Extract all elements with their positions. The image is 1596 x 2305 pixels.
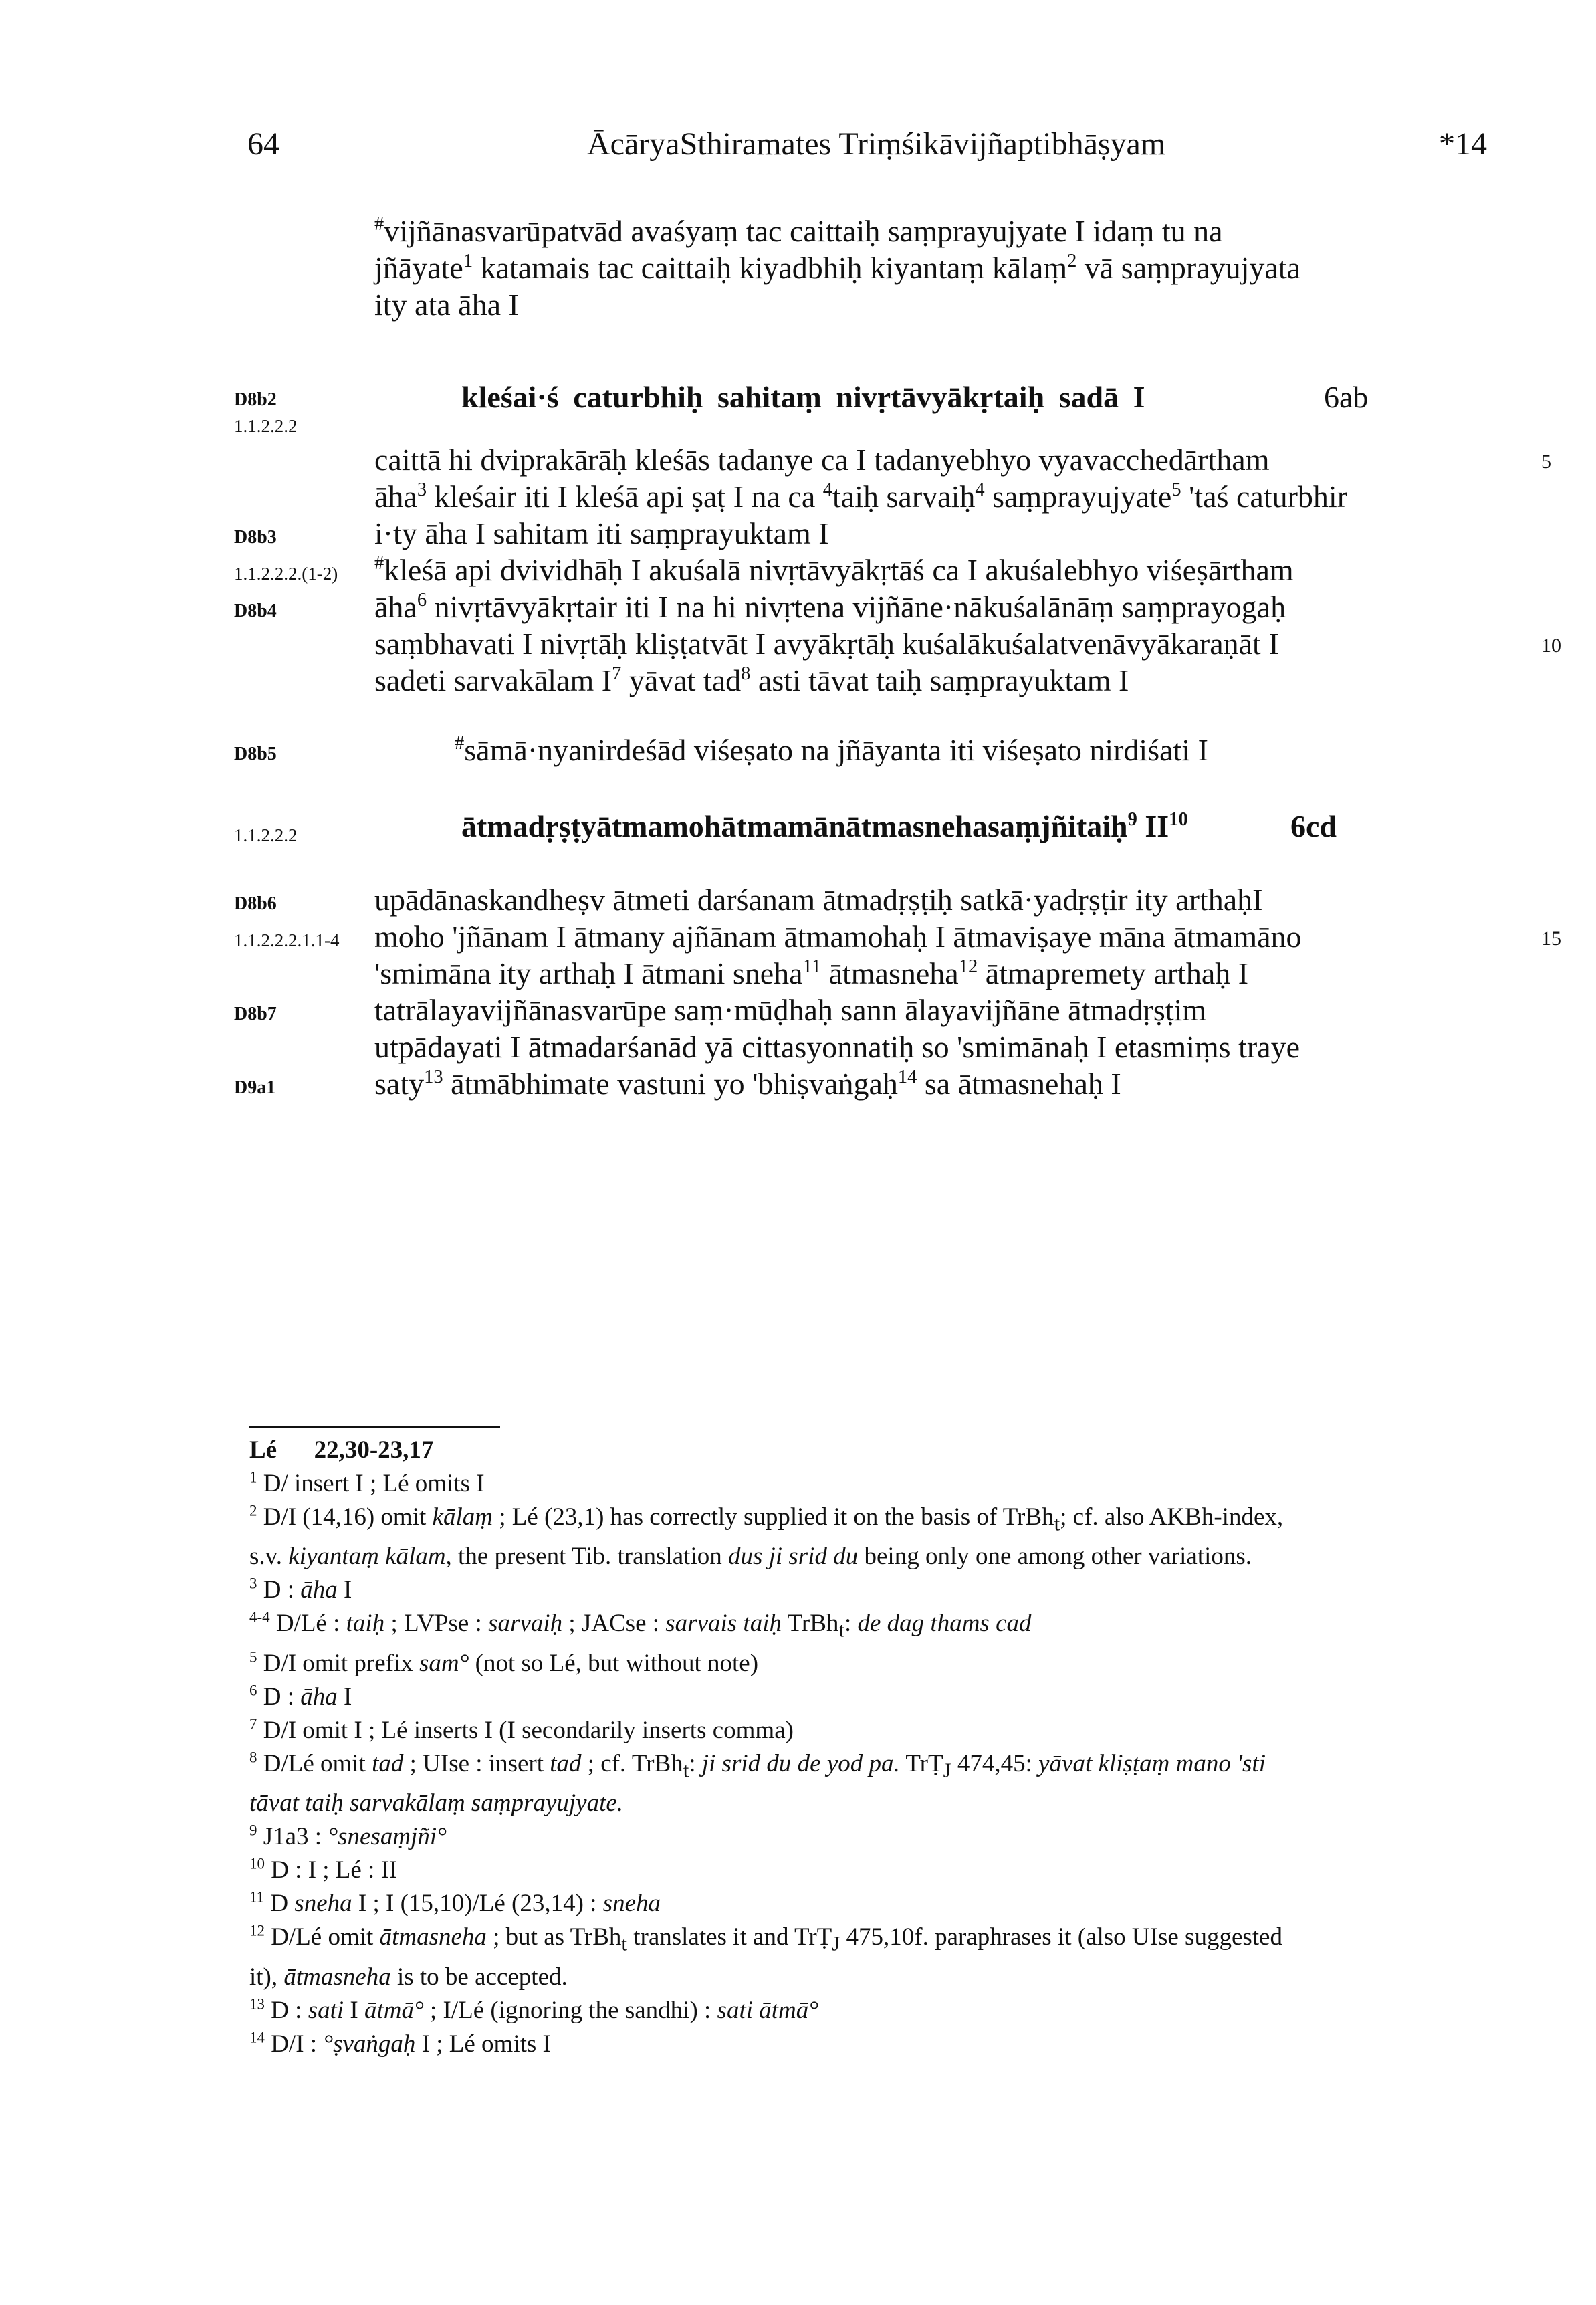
footnote-line: $^{4-4}$ D/Lé : taiḥ ; LVPse : sarvaiḥ ; JACse : sarvais taiḥ TrBh$_t$: de dag thams cad — [249, 1608, 1032, 1642]
margin-ref: D8b3 — [234, 527, 277, 548]
commentary-line: utpādayati I ātmadarśanād yā cittasyonnatiḥ so 'smimānaḥ I etasmiṃs traye — [374, 1030, 1300, 1064]
margin-ref-verse-6ab: D8b2 — [234, 389, 277, 410]
verse-6cd-number: 6cd — [1290, 809, 1337, 843]
footnote-line: $^8$ D/Lé omit tad ; UIse : insert tad ; cf. TrBh$_t$: ji srid du de yod pa. TrṬ$_J$ 474,45: yāvat kliṣṭaṃ mano 'sti — [249, 1749, 1266, 1782]
commentary-line: saṃbhavati I nivṛtāḥ kliṣṭatvāt I avyākṛtāḥ kuśalākuśalatvenāvyākaraṇāt I — [374, 627, 1279, 661]
intro-line: ity ata āha I — [374, 288, 519, 322]
footnote-line: $^3$ D : āha I — [249, 1575, 352, 1604]
commentary-line: #kleśā api dvividhāḥ I akuśalā nivṛtāvyākṛtāś ca I akuśalebhyo viśeṣārtham — [374, 552, 1294, 587]
footnote-line: $^{12}$ D/Lé omit ātmasneha ; but as TrBh$_t$ translates it and TrṬ$_J$ 475,10f. paraphrases it (also UIse suggested — [249, 1922, 1282, 1955]
section-ref-verse-6ab: 1.1.2.2.2 — [234, 416, 298, 436]
verse-6cd: ātmadṛṣṭyātmamohātmamānātmasnehasaṃjñitaiḥ$^9$ II$^{10}$ — [461, 808, 1188, 843]
footnote-line: $^1$ D/ insert I ; Lé omits I — [249, 1468, 485, 1497]
page-number: 64 — [247, 126, 279, 162]
margin-ref: D8b7 — [234, 1004, 277, 1024]
commentary-line: tatrālayavijñānasvarūpe saṃ·mūḍhaḥ sann ālayavijñāne ātmadṛṣṭim — [374, 993, 1207, 1027]
section-ref-verse-6cd: 1.1.2.2.2 — [234, 825, 298, 845]
footnote-line: Lé 22,30-23,17 — [249, 1436, 434, 1464]
margin-ref: D8b4 — [234, 600, 277, 621]
commentary-line: sadeti sarvakālam $I^7$ yāvat tad$^8$ asti tāvat taiḥ saṃprayuktam I — [374, 663, 1129, 697]
footnote-line: $^7$ D/I omit I ; Lé inserts I (I secondarily inserts comma) — [249, 1715, 794, 1744]
footnote-line: s.v. kiyantaṃ kālam, the present Tib. translation dus ji srid du being only one among other variations. — [249, 1543, 1252, 1571]
running-title: ĀcāryaSthiramates Triṃśikāvijñaptibhāṣyam — [587, 126, 1166, 162]
footnote-line: $^{11}$ D sneha I ; I (15,10)/Lé (23,14) : sneha — [249, 1888, 661, 1918]
intro-paragraph — [374, 213, 1300, 323]
verse-6ab-number: 6ab — [1324, 380, 1369, 414]
line-number: 5 — [1541, 451, 1551, 473]
folio-number: *14 — [1439, 126, 1487, 162]
commentary-line: caittā hi dviprakārāḥ kleśās tadanye ca I tadanyebhyo vyavacchedārtham — [374, 443, 1270, 477]
verse-6ab: kleśai·ś caturbhiḥ sahitaṃ nivṛtāvyākṛtaiḥ sadā I — [461, 380, 1145, 414]
margin-ref-d8b5: D8b5 — [234, 744, 277, 764]
commentary-line: āha$^6$ nivṛtāvyākṛtair iti I na hi nivṛtena vijñāne·nākuśalānāṃ saṃprayogaḥ — [374, 589, 1286, 624]
footnote-line: $^{14}$ D/I : °ṣvaṅgaḥ I ; Lé omits I — [249, 2028, 551, 2058]
intro-line: jñāyate$^1$ katamais tac caittaiḥ kiyadbhiḥ kiyantaṃ kālaṃ$^2$ vā saṃprayujyata — [374, 250, 1301, 285]
commentary-line: upādānaskandheṣv ātmeti darśanam ātmadṛṣṭiḥ satkā·yadṛṣṭir ity arthaḥI — [374, 883, 1263, 917]
commentary-line: 'smimāna ity arthaḥ I ātmani sneha$^{11}$ ātmasneha$^{12}$ ātmapremety arthaḥ I — [374, 956, 1249, 990]
commentary-line: saty$^{13}$ ātmābhimate vastuni yo 'bhiṣvaṅgaḥ$^{14}$ sa ātmasnehaḥ I — [374, 1066, 1121, 1101]
footnote-line: $^6$ D : āha I — [249, 1682, 352, 1711]
line-number: 15 — [1541, 927, 1561, 950]
footnote-line: tāvat taiḥ sarvakālaṃ saṃprayujyate. — [249, 1789, 624, 1818]
intro-line: #vijñānasvarūpatvād avaśyaṃ tac caittaiḥ saṃprayujyate I idaṃ tu na — [374, 213, 1223, 248]
footnote-line: $^{13}$ D : sati I ātmā° ; I/Lé (ignoring the sandhi) : sati ātmā° — [249, 1995, 819, 2024]
commentary-line: i·ty āha I sahitam iti saṃprayuktam I — [374, 516, 829, 550]
footnote-line: it), ātmasneha is to be accepted. — [249, 1963, 568, 1991]
margin-ref: 1.1.2.2.2.1.1-4 — [234, 930, 340, 950]
d8b5-line: #sāmā·nyanirdeśād viśeṣato na jñāyanta iti viśeṣato nirdiśati I — [455, 732, 1208, 767]
margin-ref: 1.1.2.2.2.(1-2) — [234, 564, 338, 584]
footnote-line: $^{10}$ D : I ; Lé : II — [249, 1855, 398, 1884]
margin-ref: D9a1 — [234, 1077, 276, 1098]
footnote-line: $^2$ D/I (14,16) omit kālaṃ ; Lé (23,1) has correctly supplied it on the basis of TrBh$_t$; cf. also AKBh-index, — [249, 1502, 1284, 1535]
line-number: 10 — [1541, 635, 1561, 657]
commentary-line: moho 'jñānam I ātmany ajñānam ātmamohaḥ I ātmaviṣaye māna ātmamāno — [374, 919, 1302, 954]
footnote-rule — [249, 1426, 500, 1428]
footnotes — [249, 1434, 1283, 2061]
margin-ref: D8b6 — [234, 893, 277, 914]
footnote-line: $^9$ J1a3 : °snesaṃjñi° — [249, 1822, 447, 1851]
footnote-line: $^5$ D/I omit prefix sam° (not so Lé, but without note) — [249, 1648, 759, 1677]
commentary-line: āha$^3$ kleśair iti I kleśā api ṣaṭ I na ca $^4$taiḥ sarvaiḥ$^4$ saṃprayujyate$^5$ 'taś caturbhir — [374, 479, 1348, 514]
